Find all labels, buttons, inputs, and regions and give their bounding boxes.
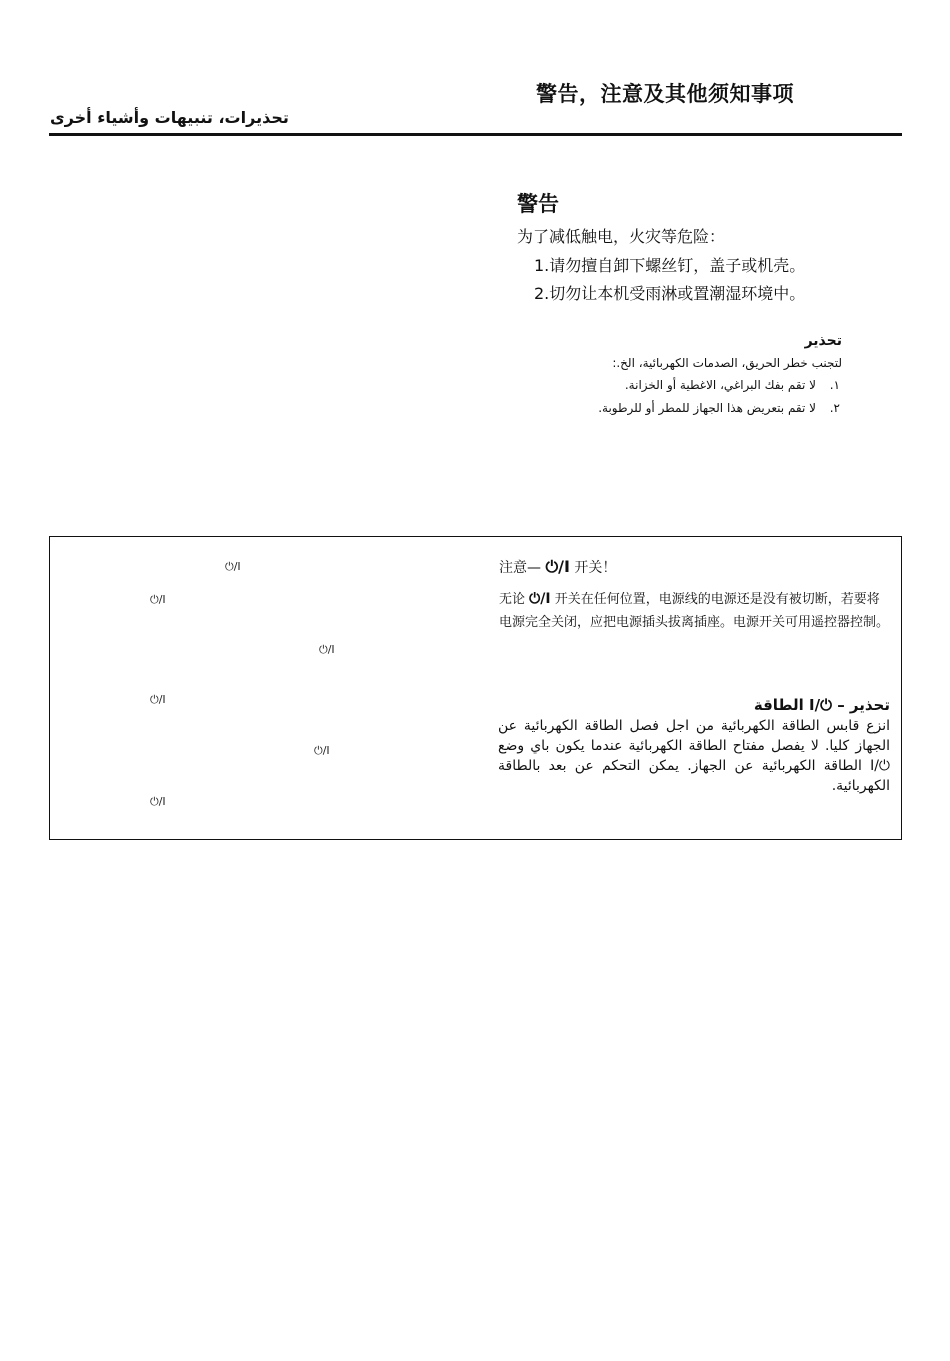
- power-symbol-icon: ⏻/I: [319, 643, 335, 656]
- power-symbol-icon: ⏻/I: [150, 693, 166, 706]
- power-switch-icon: ⏻/Ⅰ: [545, 557, 570, 576]
- warning-item-ar-2-number: .٢: [829, 401, 840, 415]
- header-divider: [49, 133, 902, 136]
- warning-item-zh-1: 1.请勿擅自卸下螺丝钉，盖子或机壳。: [534, 256, 806, 275]
- warning-item-ar-1: لا تقم بفك البراغي، الاغطية أو الخزانة.: [624, 378, 816, 392]
- warning-intro-zh: 为了减低触电，火灾等危险：: [517, 227, 726, 246]
- power-symbol-icon: ⏻/I: [314, 744, 330, 757]
- warning-item-ar-1-number: .١: [829, 378, 840, 392]
- caution-body-prefix: 无论: [499, 592, 526, 607]
- caution-body-zh: [499, 588, 891, 634]
- warning-item-zh-2: 2.切勿让本机受雨淋或置潮湿环境中。: [534, 284, 806, 303]
- warning-title-zh: 警告: [517, 192, 559, 216]
- caution-title-ar: تحذير – ⏻/I الطاقة: [753, 696, 890, 714]
- power-symbol-icon: ⏻/I: [150, 593, 166, 606]
- page-title-zh: 警告，注意及其他须知事项: [536, 82, 794, 106]
- page-title-ar: تحذيرات، تنبيهات وأشياء أخرى: [50, 108, 289, 127]
- power-switch-icon: ⏻/Ⅰ: [529, 591, 551, 607]
- caution-body-ar: انزع قابس الطاقة الكهربائية من اجل فصل الطاقة الكهربائية عن الجهاز كليا. لا يفصل مفتاح الطاقة الكهربائية عندما يكون باي وضع ⏻/I الطاقة الكهربائية عن الجهاز. يمكن التحكم عن بعد بالطاقة الكهربائية.: [498, 718, 890, 794]
- power-symbol-icon: ⏻/I: [150, 795, 166, 808]
- caution-body-text: 开关在任何位置，电源线的电源还是没有被切断，若要将电源完全关闭，应把电源插头拔离插座。电源开关可用遥控器控制。: [499, 592, 890, 630]
- warning-title-ar: تحذير: [804, 333, 842, 349]
- caution-title-prefix: 注意—: [499, 560, 541, 576]
- caution-title-suffix: 开关！: [574, 560, 617, 576]
- caution-title-zh: [499, 557, 616, 577]
- warning-item-ar-2: لا تقم بتعريض هذا الجهاز للمطر أو للرطوبة.: [598, 401, 816, 415]
- warning-intro-ar: لتجنب خطر الحريق، الصدمات الكهربائية، الخ.:: [612, 356, 842, 370]
- power-symbol-icon: ⏻/I: [225, 560, 241, 573]
